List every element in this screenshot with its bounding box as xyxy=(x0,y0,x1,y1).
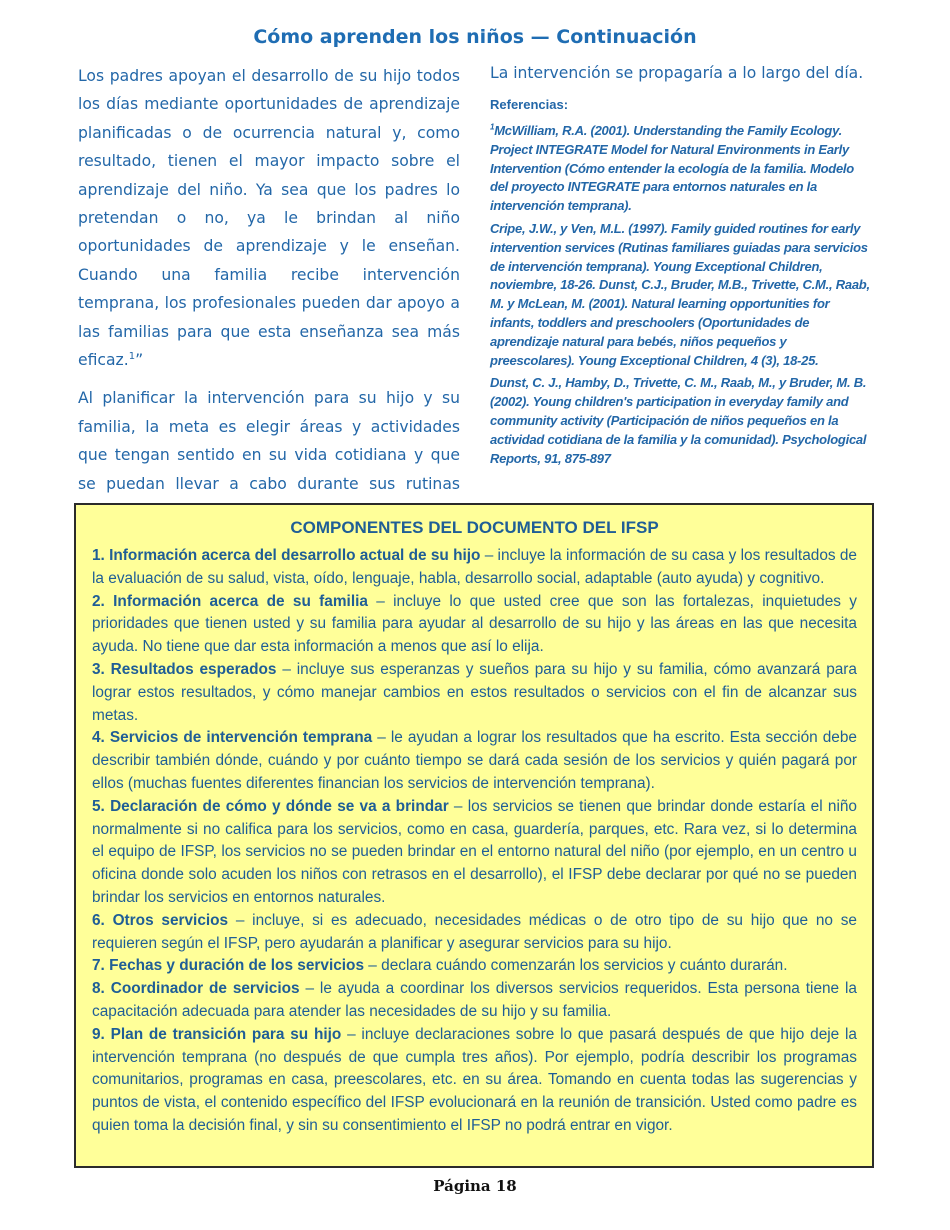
ifsp-item-text: – incluye la información de su casa y los resultados de la evaluación de su salud, vista, oído, lenguaje, habla, desarrollo social, adaptable (auto ayuda) y cognitivo. xyxy=(92,547,857,587)
footnote-marker: 1 xyxy=(128,350,136,362)
ifsp-item xyxy=(92,955,857,978)
ifsp-components-box xyxy=(74,503,874,1168)
ifsp-item-text: – le ayuda a coordinar los diversos servicios requeridos. Esta persona tiene la capacitación adecuada para atender las necesidades de su hijo y su familia. xyxy=(92,980,857,1020)
intro-paragraph xyxy=(78,62,460,374)
ifsp-item-heading: 4. Servicios de intervención temprana xyxy=(92,729,373,747)
ifsp-item xyxy=(92,910,857,956)
reference-item: Cripe, J.W., y Ven, M.L. (1997). Family guided routines for early intervention services (Rutinas familiares guiadas para servicios de intervención temprana). Young Exceptional Children, noviembre, 18-26. Dunst, C.J., Bruder, M.B., Trivette, C.M., Raab, M. y McLean, M. (2001). Natural learning opportunities for infants, toddlers and preschoolers (Oportunidades de aprendizaje natural para bebés, niños pequeños y preescolares). Young Exceptional Children, 4 (3), 18-25. xyxy=(490,220,870,368)
ifsp-item-text: – declara cuándo comenzarán los servicios y cuánto durarán. xyxy=(364,957,788,975)
ifsp-item-text: – incluye sus esperanzas y sueños para su hijo y su familia, cómo avanzará para lograr estos resultados, y cómo manejar cambios en estos resultados o servicios con el fin de alcanzar sus metas. xyxy=(92,660,857,724)
ifsp-item-heading: 8. Coordinador de servicios xyxy=(92,980,300,998)
ifsp-item xyxy=(92,591,857,659)
ifsp-item-text: – le ayudan a lograr los resultados que ha escrito. Esta sección debe describir también dónde, cuándo y por cuánto tiempo se dará cada sesión de los servicios y quién pagará por ellos (muchas fuentes diferentes financian los servicios de intervención temprana). xyxy=(92,729,857,792)
reference-item: Dunst, C. J., Hamby, D., Trivette, C. M., Raab, M., y Bruder, M. B. (2002). Young children's participation in everyday family and community activity (Participación de niños pequeños en la actividad cotidiana de la familia y la comunidad). Psychological Reports, 91, 875-897 xyxy=(490,375,867,466)
references-heading: Referencias: xyxy=(490,97,569,112)
reference-text: McWilliam, R.A. (2001). Understanding the Family Ecology. Project INTEGRATE Model for Natural Environments in Early Intervention (Cómo entender la ecología de la familia. Modelo del proyecto INTEGRATE para entornos naturales en la intervención temprana). xyxy=(490,123,854,214)
reference-item xyxy=(490,122,873,216)
right-column xyxy=(490,62,873,472)
ifsp-item-text: – los servicios se tienen que brindar donde estaría el niño normalmente si no califica para los servicios, como en casa, guardería, parques, etc. Rara vez, si lo determina el equipo de IFSP, los servicios no se pueden brindar en el entorno natural del niño (por ejemplo, en un centro u oficina donde solo acuden los niños con retrasos en el desarrollo), el IFSP debe declarar por qué no se pueden brindar los servicios en entornos naturales. xyxy=(92,797,857,906)
left-column xyxy=(78,62,460,537)
ifsp-item-text: – incluye lo que usted cree que son las fortalezas, inquietudes y prioridades que tienen usted y su familia para ayudar al desarrollo de su hijo y las áreas en las que necesita ayuda. No tiene que dar esta información a menos que así lo elija. xyxy=(92,592,857,656)
ifsp-item xyxy=(92,727,857,795)
ifsp-item-heading: 5. Declaración de cómo y dónde se va a brindar xyxy=(92,797,449,815)
page-number: Página 18 xyxy=(433,1177,517,1195)
reference-marker: 1 xyxy=(490,122,495,132)
ifsp-item xyxy=(92,545,857,591)
intro-paragraph-text: Los padres apoyan el desarrollo de su hijo todos los días mediante oportunidades de aprendizaje planificadas o de ocurrencia natural y, como resultado, tienen el mayor impacto sobre el aprendizaje del niño. Ya sea que los padres lo pretendan o no, ya le brindan al niño oportunidades de aprendizaje y le enseñan. Cuando una familia recibe intervención temprana, los profesionales pueden dar apoyo a las familias para que esta enseñanza sea más eficaz. xyxy=(78,67,460,370)
closing-quote: ” xyxy=(135,351,144,370)
ifsp-item-heading: 3. Resultados esperados xyxy=(92,660,277,678)
ifsp-item-heading: 7. Fechas y duración de los servicios xyxy=(92,957,365,975)
ifsp-item xyxy=(92,659,857,727)
page-title: Cómo aprenden los niños — Continuación xyxy=(253,26,697,48)
ifsp-item-heading: 2. Información acerca de su familia xyxy=(92,592,368,610)
continuation-paragraph: La intervención se propagaría a lo largo del día. xyxy=(490,64,864,82)
ifsp-item-heading: 9. Plan de transición para su hijo xyxy=(92,1025,342,1043)
ifsp-item-heading: 6. Otros servicios xyxy=(92,911,229,929)
ifsp-item xyxy=(92,1024,857,1138)
planning-paragraph: Al planificar la intervención para su hijo y su familia, la meta es elegir áreas y actividades que tengan sentido en su vida cotidiana y que se puedan llevar a cabo durante sus rutinas xyxy=(78,389,460,493)
ifsp-item xyxy=(92,978,857,1024)
ifsp-box-title: COMPONENTES DEL DOCUMENTO DEL IFSP xyxy=(290,518,659,537)
ifsp-item-heading: 1. Información acerca del desarrollo actual de su hijo xyxy=(92,547,481,564)
ifsp-item xyxy=(92,796,857,910)
ifsp-item-text: – incluye declaraciones sobre lo que pasará después de que hijo deje la intervención temprana (no después de que cumpla tres años). Por ejemplo, podría describir los programas comunitarios, programas en casa, preescolares, etc. en su área. Tomando en cuenta todas las sugerencias y puntos de vista, el contenido específico del IFSP evolucionará en la reunión de transición. Usted como padre es quien toma la decisión final, y sin su consentimiento el IFSP no podrá entrar en vigor. xyxy=(92,1025,857,1134)
ifsp-item-text: – incluye, si es adecuado, necesidades médicas o de otro tipo de su hijo que no se requieren según el IFSP, pero ayudarán a planificar y asegurar servicios para su hijo. xyxy=(92,911,857,952)
